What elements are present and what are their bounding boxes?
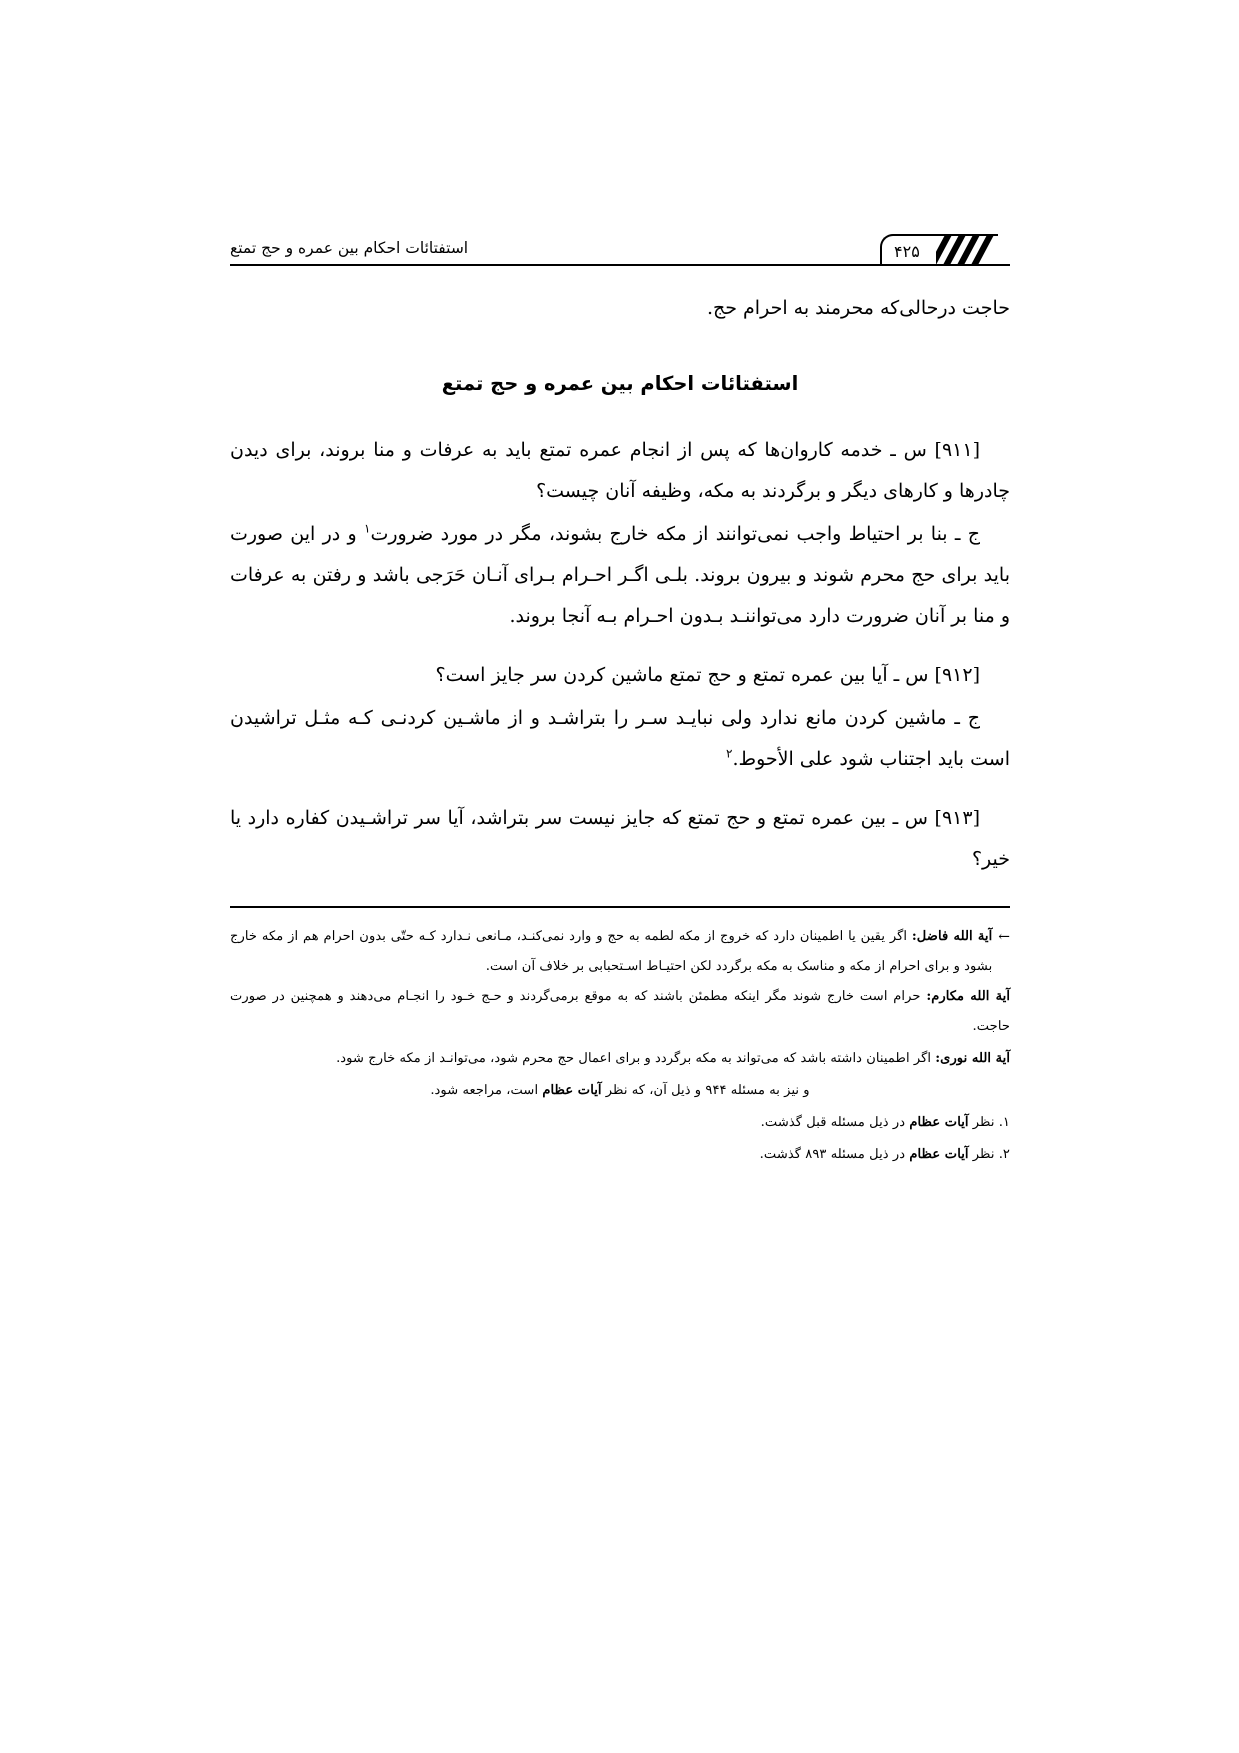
question-911: [۹۱۱] س ـ خدمه کاروان‌ها که پس از انجام عمره تمتع باید به عرفات و منا بروند، برای دیدن چادرها و کارهای دیگر و برگردند به مکه، وظیفه آنان چیست؟ — [230, 439, 1010, 502]
numbered-footnote-2-marker: ۲. — [998, 1147, 1010, 1162]
diagonal-slashes-ornament — [936, 234, 998, 264]
question-912: [۹۱۲] س ـ آیا بین عمره تمتع و حج تمتع ماشین کردن سر جایز است؟ — [435, 664, 980, 686]
numbered-footnote-2-prefix: نظر — [968, 1147, 999, 1162]
cross-reference-bold: آیات عظام — [542, 1083, 602, 1098]
numbered-footnote-1-marker: ۱. — [998, 1115, 1010, 1130]
numbered-footnote-1-bold: آیات عظام — [909, 1115, 969, 1130]
numbered-footnote-1 — [230, 1108, 1010, 1138]
footnote-continued — [230, 922, 1010, 982]
footnote-makarem-text: حرام است خارج شوند مگر اینکه مطمئن باشند که به موقع برمی‌گردند و حـج خـود را انجـام می‌دهند و همچنین در صورت حاجت. — [230, 989, 1010, 1034]
section-heading: استفتائات احکام بین عمره و حج تمتع — [441, 372, 799, 395]
cross-reference-prefix: و نیز به مسئله ۹۴۴ و ذیل آن، که نظر — [601, 1083, 810, 1098]
footnote-ref-2: ۲ — [726, 746, 733, 761]
footnote-fazel-text: اگر یقین یا اطمینان دارد که خروج از مکه لطمه به حج و وارد نمی‌کنـد، مـانعی نـدارد کـه حتّی بدون احرام هم از مکه خارج بشود و برای احرام از مکه و مناسک به مکه برگردد لکن احتیـاط اسـتحبابی بر خلاف آن است. — [230, 929, 993, 974]
answer-912 — [230, 698, 1010, 780]
footnote-nouri-authority: آیة الله نوری: — [935, 1051, 1010, 1066]
answer-911 — [230, 514, 1010, 637]
footnote-nouri — [230, 1044, 1010, 1074]
numbered-footnote-2-bold: آیات عظام — [909, 1147, 969, 1162]
answer-911-text: بنا بر احتیاط واجب نمی‌توانند از مکه خارج بشوند، مگر در مورد ضرورت — [370, 523, 948, 545]
footnote-nouri-text: اگر اطمینان داشته باشد که می‌تواند به مکه برگردد و برای اعمال حج محرم شود، می‌توانـد از مکه خارج شود. — [336, 1051, 936, 1066]
folio-block — [880, 224, 1010, 264]
answer-911-rest: و در این صورت باید برای حج محرم شوند و بیرون بروند. بلـی اگـر احـرام بـرای آنـان حَرَجی باشد و رفتن به عرفات و منا بر آنان ضرورت دارد می‌تواننـد بـدون احـرام بـه آنجا بروند. — [230, 523, 1010, 627]
numbered-footnote-1-suffix: در ذیل مسئله قبل گذشت. — [760, 1115, 910, 1130]
answer-911-prefix: ج ـ — [947, 523, 980, 545]
page-number: ۴۲۵ — [894, 242, 920, 261]
footnote-cross-reference — [230, 1076, 1010, 1106]
body-text — [230, 288, 1010, 880]
footnote-ref-1: ۱ — [363, 521, 371, 536]
continuation-arrow-icon: ← — [998, 929, 1010, 945]
question-913: [۹۱۳] س ـ بین عمره تمتع و حج تمتع که جایز نیست سر بتراشد، آیا سر تراشـیدن کفاره دارد یا خیر؟ — [230, 807, 1010, 870]
numbered-footnote-2-suffix: در ذیل مسئله ۸۹۳ گذشت. — [759, 1147, 910, 1162]
continued-paragraph: حاجت درحالی‌که محرمند به احرام حج. — [706, 297, 1010, 319]
numbered-footnotes — [230, 1108, 1010, 1170]
answer-912-text: ماشین کردن مانع ندارد ولی نبایـد سـر را بتراشـد و از ماشـین کردنـی کـه مثـل تراشیدن است باید اجتناب شود علی الأحوط. — [230, 707, 1010, 770]
footnote-block — [230, 922, 1010, 1170]
running-header — [230, 218, 1010, 264]
numbered-footnote-1-prefix: نظر — [968, 1115, 999, 1130]
running-header-title: استفتائات احکام بین عمره و حج تمتع — [230, 239, 469, 258]
footnote-makarem-authority: آیة الله مکارم: — [926, 989, 1010, 1004]
numbered-footnote-2 — [230, 1140, 1010, 1170]
footnote-fazel — [230, 922, 992, 982]
footnote-makarem — [230, 982, 1010, 1042]
answer-912-prefix: ج ـ — [946, 707, 980, 729]
footnote-fazel-authority: آیة الله فاضل: — [911, 929, 993, 944]
footnote-divider — [230, 906, 1010, 908]
cross-reference-suffix: است، مراجعه شود. — [430, 1083, 543, 1098]
header-divider — [230, 264, 1010, 266]
page-content — [230, 218, 1010, 1172]
